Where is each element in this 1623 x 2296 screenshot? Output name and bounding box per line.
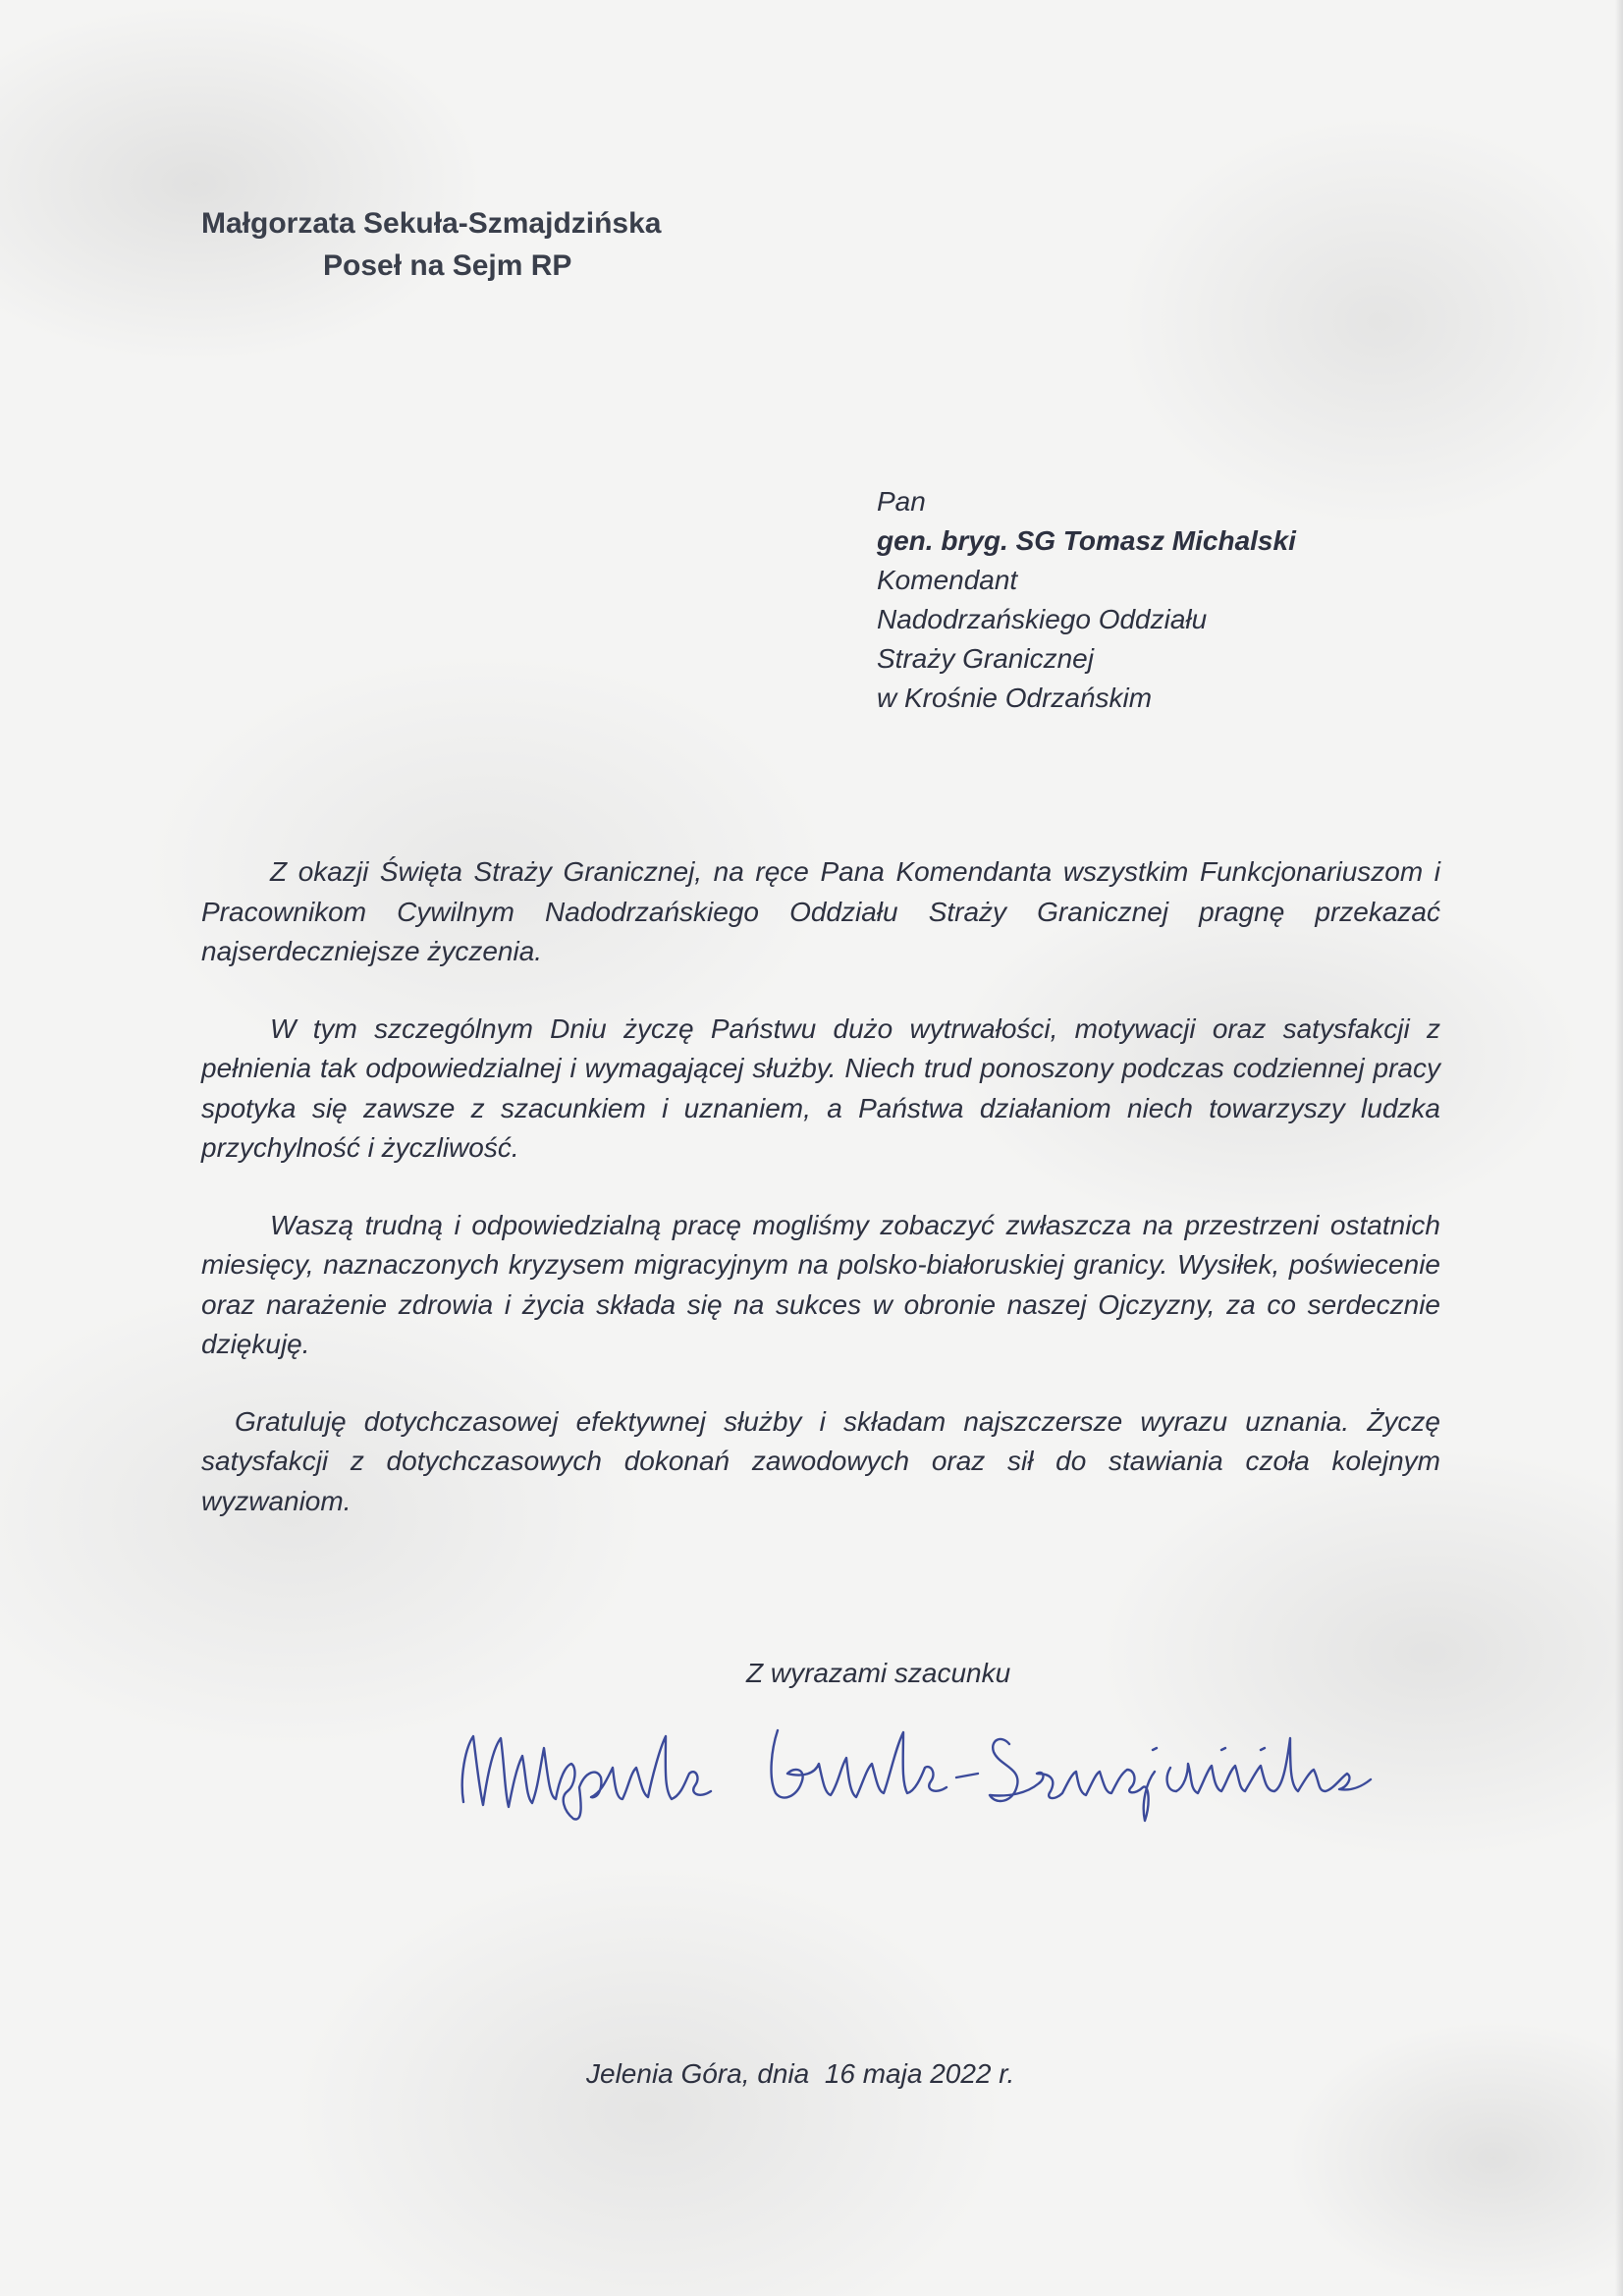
body-paragraph-2: W tym szczególnym Dniu życzę Państwu dużo wytrwałości, motywacji oraz satysfakcji z pełnienia tak odpowiedzialnej i wymagającej służby. Niech trud ponoszony podczas codziennej pracy spotyka się zawsze z szacunkiem i uznaniem, a Państwa działaniom niech towarzyszy ludzka przychylność i życzliwość.	[201, 1012, 1440, 1163]
place-and-date: Jelenia Góra, dnia 16 maja 2022 r.	[586, 2058, 1015, 2089]
sender-block	[201, 202, 751, 287]
recipient-salutation: Pan	[877, 486, 926, 517]
letter-body	[201, 852, 1440, 1521]
scan-edge	[1615, 0, 1623, 2296]
sender-name: Małgorzata Sekuła-Szmajdzińska	[201, 207, 662, 240]
body-paragraph-4: Gratuluję dotychczasowej efektywnej służby i składam najszczersze wyrazu uznania. Życzę satysfakcji z dotychczasowych dokonań zawodowych oraz sił do stawiania czoła kolejnym wyzwaniom.	[201, 1405, 1440, 1516]
recipient-block	[877, 482, 1427, 718]
body-paragraph-3: Waszą trudną i odpowiedzialną pracę mogliśmy zobaczyć zwłaszcza na przestrzeni ostatnich miesięcy, naznaczonych kryzysem migracyjnym na polsko-białoruskiej granicy. Wysiłek, poświecenie oraz narażenie zdrowia i życia składa się na sukces w obronie naszej Ojczyzny, za co serdecznie dziękuję.	[201, 1209, 1440, 1359]
handwritten-signature	[454, 1709, 1377, 1827]
recipient-unit-line2: Straży Granicznej	[877, 643, 1094, 674]
recipient-unit-line1: Nadodrzańskiego Oddziału	[877, 604, 1208, 634]
body-paragraph-1: Z okazji Święta Straży Granicznej, na ręce Pana Komendanta wszystkim Funkcjonariuszom i Pracownikom Cywilnym Nadodrzańskiego Oddziału Straży Granicznej pragnę przekazać najserdeczniejsze życzenia.	[201, 856, 1440, 966]
recipient-name: gen. bryg. SG Tomasz Michalski	[877, 525, 1296, 556]
closing-phrase: Z wyrazami szacunku	[746, 1658, 1011, 1688]
recipient-location: w Krośnie Odrzańskim	[877, 683, 1153, 713]
sender-title: Poseł na Sejm RP	[323, 249, 572, 282]
recipient-position: Komendant	[877, 565, 1018, 595]
